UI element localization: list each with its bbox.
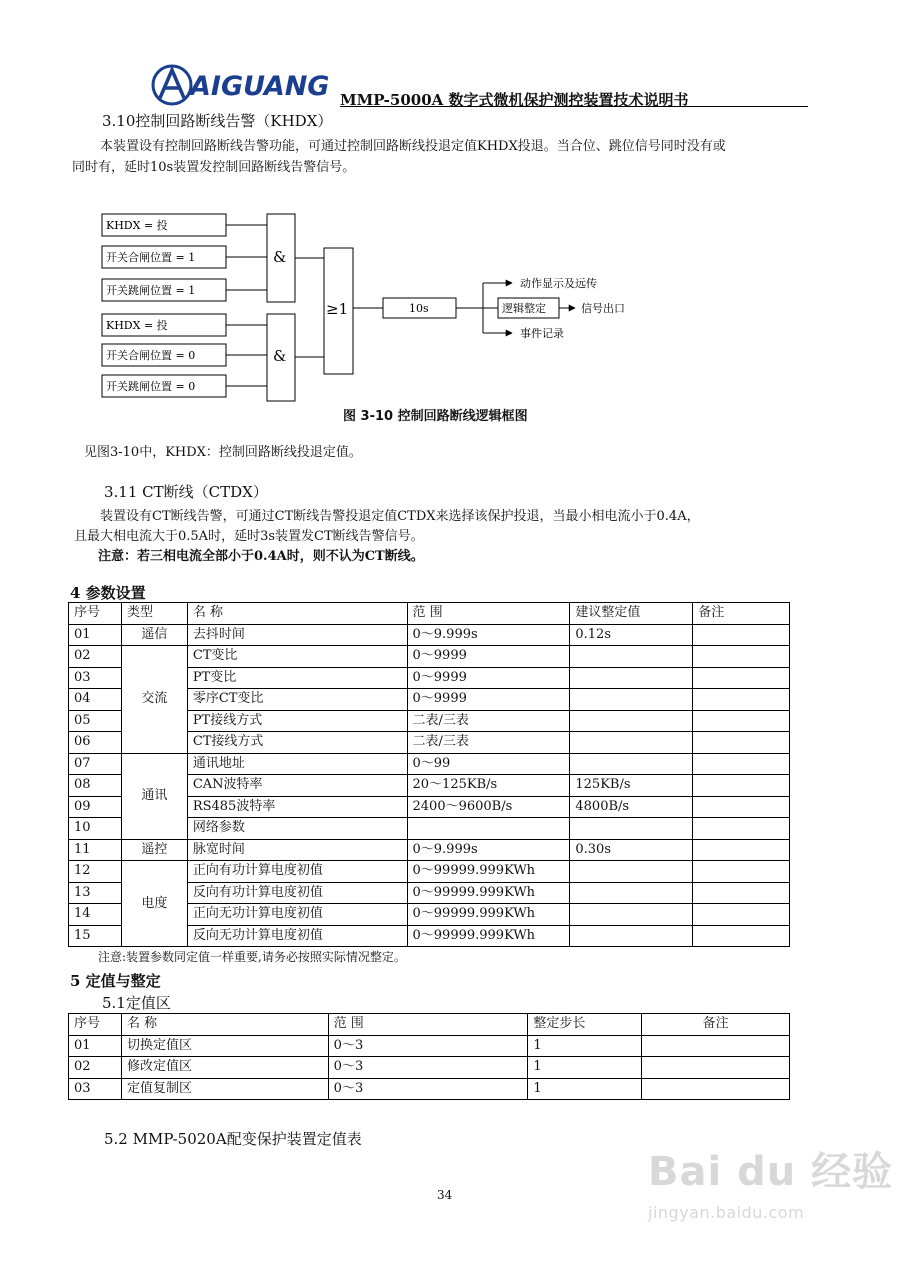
cell-index: 05 bbox=[69, 710, 122, 732]
table-row bbox=[69, 1057, 790, 1079]
cell-index: 11 bbox=[69, 839, 122, 861]
header-cell: 备注 bbox=[642, 1014, 790, 1036]
logo-wordmark: AIGUANG bbox=[190, 71, 330, 102]
diagram-input-5: 开关合闸位置 = 0 bbox=[106, 349, 196, 362]
cell-remark bbox=[693, 710, 790, 732]
cell-remark bbox=[693, 839, 790, 861]
cell-step: 1 bbox=[528, 1057, 642, 1079]
cell-remark bbox=[693, 624, 790, 646]
cell-range: 0～99999.999KWh bbox=[407, 925, 570, 947]
section-5-2-heading: 5.2 MMP-5020A配变保护装置定值表 bbox=[104, 1130, 362, 1148]
cell-remark bbox=[642, 1035, 790, 1057]
cell-range: 0～9999 bbox=[407, 667, 570, 689]
cell-remark bbox=[693, 904, 790, 926]
output-signal-label: 信号出口 bbox=[581, 302, 625, 315]
table-row bbox=[69, 753, 790, 775]
watermark-url: jingyan.baidu.com bbox=[648, 1203, 805, 1222]
cell-index: 14 bbox=[69, 904, 122, 926]
table-row bbox=[69, 646, 790, 668]
logic-diagram bbox=[95, 205, 695, 405]
cell-index: 04 bbox=[69, 689, 122, 711]
cell-suggested: 125KB/s bbox=[570, 775, 693, 797]
section-4-heading: 4 参数设置 bbox=[70, 584, 146, 602]
cell-range: 0～3 bbox=[328, 1078, 528, 1100]
cell-index: 03 bbox=[69, 667, 122, 689]
cell-range bbox=[407, 818, 570, 840]
cell-suggested bbox=[570, 646, 693, 668]
header-cell: 名 称 bbox=[187, 603, 407, 625]
table-row bbox=[69, 861, 790, 883]
section-5-heading: 5 定值与整定 bbox=[70, 972, 161, 990]
table-row bbox=[69, 839, 790, 861]
cell-name: 反向无功计算电度初值 bbox=[187, 925, 407, 947]
cell-name: 定值复制区 bbox=[121, 1078, 328, 1100]
cell-step: 1 bbox=[528, 1078, 642, 1100]
header-cell: 范 围 bbox=[328, 1014, 528, 1036]
cell-suggested bbox=[570, 667, 693, 689]
cell-index: 13 bbox=[69, 882, 122, 904]
cell-name: CT接线方式 bbox=[187, 732, 407, 754]
page-number: 34 bbox=[437, 1188, 453, 1202]
cell-remark bbox=[693, 732, 790, 754]
figure-caption: 图 3-10 控制回路断线逻辑框图 bbox=[343, 409, 528, 424]
cell-range: 0～9.999s bbox=[407, 624, 570, 646]
and-gate-1-label: & bbox=[273, 248, 287, 266]
cell-suggested bbox=[570, 904, 693, 926]
cell-type: 电度 bbox=[121, 861, 187, 947]
cell-index: 12 bbox=[69, 861, 122, 883]
cell-name: 反向有功计算电度初值 bbox=[187, 882, 407, 904]
cell-range: 0～9999 bbox=[407, 646, 570, 668]
cell-name: CT变比 bbox=[187, 646, 407, 668]
cell-remark bbox=[693, 818, 790, 840]
or-gate-label: ≥1 bbox=[326, 300, 349, 318]
cell-remark bbox=[693, 646, 790, 668]
cell-name: 去抖时间 bbox=[187, 624, 407, 646]
cell-range: 0～9.999s bbox=[407, 839, 570, 861]
cell-range: 0～3 bbox=[328, 1057, 528, 1079]
diagram-input-6: 开关跳闸位置 = 0 bbox=[106, 380, 196, 393]
cell-range: 0～99999.999KWh bbox=[407, 904, 570, 926]
delay-label: 10s bbox=[409, 302, 429, 315]
cell-remark bbox=[693, 753, 790, 775]
cell-suggested bbox=[570, 732, 693, 754]
cell-index: 15 bbox=[69, 925, 122, 947]
header-cell: 范 围 bbox=[407, 603, 570, 625]
cell-index: 03 bbox=[69, 1078, 122, 1100]
header-cell: 类型 bbox=[121, 603, 187, 625]
cell-name: CAN波特率 bbox=[187, 775, 407, 797]
cell-suggested bbox=[570, 710, 693, 732]
header-cell: 建议整定值 bbox=[570, 603, 693, 625]
section-3-11-note: 注意：若三相电流全部小于0.4A时，则不认为CT断线。 bbox=[98, 549, 424, 564]
diagram-input-2: 开关合闸位置 = 1 bbox=[106, 251, 196, 264]
header-cell: 序号 bbox=[69, 603, 122, 625]
diagram-input-4: KHDX = 投 bbox=[106, 319, 168, 332]
cell-index: 07 bbox=[69, 753, 122, 775]
cell-name: 脉宽时间 bbox=[187, 839, 407, 861]
cell-suggested bbox=[570, 861, 693, 883]
table-row bbox=[69, 1035, 790, 1057]
cell-type: 遥控 bbox=[121, 839, 187, 861]
output-event-label: 事件记录 bbox=[520, 327, 564, 340]
cell-name: 正向无功计算电度初值 bbox=[187, 904, 407, 926]
header-cell: 整定步长 bbox=[528, 1014, 642, 1036]
cell-index: 02 bbox=[69, 1057, 122, 1079]
output-display-label: 动作显示及远传 bbox=[520, 277, 597, 290]
cell-remark bbox=[642, 1078, 790, 1100]
cell-suggested bbox=[570, 882, 693, 904]
cell-name: 正向有功计算电度初值 bbox=[187, 861, 407, 883]
table-header-row bbox=[69, 1014, 790, 1036]
cell-name: 网络参数 bbox=[187, 818, 407, 840]
setting-zone-table bbox=[68, 1013, 790, 1100]
header-cell: 序号 bbox=[69, 1014, 122, 1036]
parameter-table bbox=[68, 602, 790, 947]
header-rule bbox=[340, 106, 808, 107]
cell-remark bbox=[693, 689, 790, 711]
cell-suggested bbox=[570, 925, 693, 947]
and-gate-2-label: & bbox=[273, 347, 287, 365]
cell-index: 09 bbox=[69, 796, 122, 818]
section-3-10-heading: 3.10控制回路断线告警（KHDX） bbox=[102, 112, 333, 130]
cell-remark bbox=[693, 925, 790, 947]
cell-index: 01 bbox=[69, 1035, 122, 1057]
cell-range: 0～3 bbox=[328, 1035, 528, 1057]
cell-remark bbox=[693, 882, 790, 904]
logic-setting-label: 逻辑整定 bbox=[502, 302, 546, 315]
cell-name: 零序CT变比 bbox=[187, 689, 407, 711]
header-cell: 名 称 bbox=[121, 1014, 328, 1036]
cell-suggested: 0.12s bbox=[570, 624, 693, 646]
cell-remark bbox=[693, 775, 790, 797]
cell-range: 二表/三表 bbox=[407, 732, 570, 754]
diagram-input-1: KHDX = 投 bbox=[106, 219, 168, 232]
cell-index: 10 bbox=[69, 818, 122, 840]
section-3-10-para-line2: 同时有，延时10s装置发控制回路断线告警信号。 bbox=[72, 160, 356, 175]
section-3-11-heading: 3.11 CT断线（CTDX） bbox=[104, 483, 268, 501]
company-logo bbox=[150, 62, 335, 108]
watermark-main: Bai du 经验 bbox=[648, 1149, 894, 1195]
header-cell: 备注 bbox=[693, 603, 790, 625]
cell-index: 06 bbox=[69, 732, 122, 754]
section-3-11-para-line1: 装置设有CT断线告警，可通过CT断线告警投退定值CTDX来选择该保护投退，当最小相电流小于0.4A， bbox=[100, 509, 700, 524]
section-3-11-para-line2: 且最大相电流大于0.5A时，延时3s装置发CT断线告警信号。 bbox=[74, 529, 424, 544]
table-row bbox=[69, 624, 790, 646]
section-3-10-para-line1: 本装置设有控制回路断线告警功能，可通过控制回路断线投退定值KHDX投退。当合位、跳位信号同时没有或 bbox=[100, 139, 726, 154]
cell-index: 08 bbox=[69, 775, 122, 797]
table-row bbox=[69, 1078, 790, 1100]
cell-range: 0～99 bbox=[407, 753, 570, 775]
cell-suggested bbox=[570, 818, 693, 840]
cell-remark bbox=[693, 796, 790, 818]
cell-suggested bbox=[570, 753, 693, 775]
cell-suggested: 4800B/s bbox=[570, 796, 693, 818]
cell-range: 0～99999.999KWh bbox=[407, 882, 570, 904]
cell-name: PT接线方式 bbox=[187, 710, 407, 732]
section-5-1-heading: 5.1定值区 bbox=[102, 994, 171, 1012]
cell-type: 遥信 bbox=[121, 624, 187, 646]
cell-step: 1 bbox=[528, 1035, 642, 1057]
cell-name: 切换定值区 bbox=[121, 1035, 328, 1057]
cell-index: 01 bbox=[69, 624, 122, 646]
cell-range: 2400～9600B/s bbox=[407, 796, 570, 818]
cell-range: 20～125KB/s bbox=[407, 775, 570, 797]
cell-range: 0～9999 bbox=[407, 689, 570, 711]
cell-name: 修改定值区 bbox=[121, 1057, 328, 1079]
cell-range: 0～99999.999KWh bbox=[407, 861, 570, 883]
table-header-row bbox=[69, 603, 790, 625]
diagram-input-3: 开关跳闸位置 = 1 bbox=[106, 284, 196, 297]
cell-suggested bbox=[570, 689, 693, 711]
cell-type: 通讯 bbox=[121, 753, 187, 839]
watermark bbox=[648, 1140, 893, 1222]
document-title: MMP-5000A 数字式微机保护测控装置技术说明书 bbox=[340, 91, 689, 109]
cell-range: 二表/三表 bbox=[407, 710, 570, 732]
cell-suggested: 0.30s bbox=[570, 839, 693, 861]
cell-remark bbox=[693, 667, 790, 689]
parameter-table-note: 注意:装置参数同定值一样重要,请务必按照实际情况整定。 bbox=[98, 950, 406, 964]
cell-name: RS485波特率 bbox=[187, 796, 407, 818]
cell-remark bbox=[642, 1057, 790, 1079]
cell-type: 交流 bbox=[121, 646, 187, 754]
cell-name: PT变比 bbox=[187, 667, 407, 689]
cell-remark bbox=[693, 861, 790, 883]
cell-index: 02 bbox=[69, 646, 122, 668]
figure-note: 见图3-10中，KHDX：控制回路断线投退定值。 bbox=[84, 445, 362, 460]
cell-name: 通讯地址 bbox=[187, 753, 407, 775]
